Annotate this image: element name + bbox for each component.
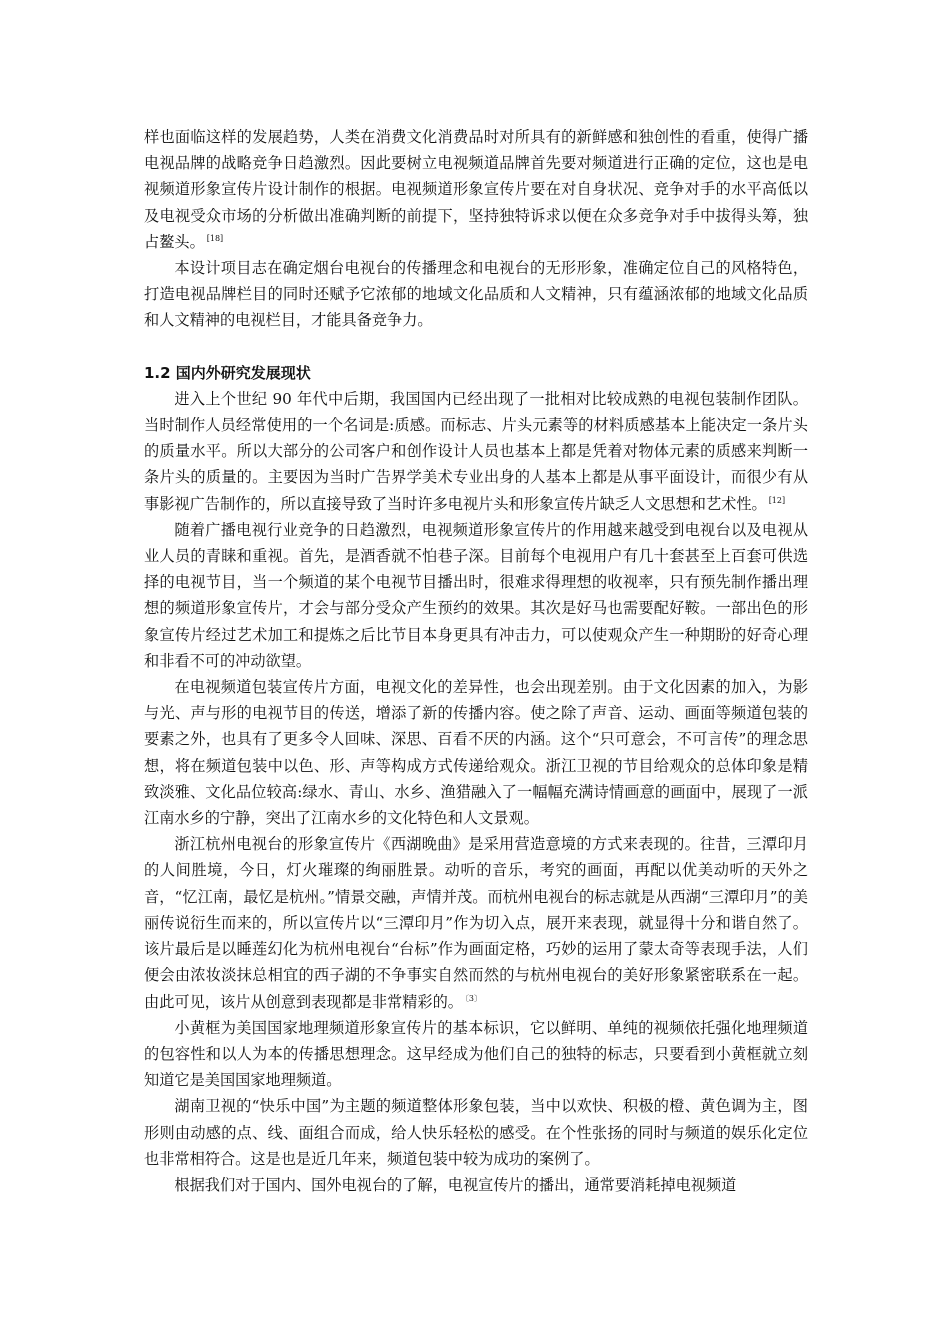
paragraph — [144, 1015, 808, 1094]
paragraph — [144, 831, 808, 1014]
paragraph — [144, 255, 808, 334]
paragraph-text: 根据我们对于国内、国外电视台的了解，电视宣传片的播出，通常要消耗掉电视频道 — [174, 1175, 737, 1194]
paragraph-text: 本设计项目志在确定烟台电视台的传播理念和电视台的无形形象，准确定位自己的风格特色，打造电视品牌栏目的同时还赋予它浓郁的地域文化品质和人文精神，只有蕴涵浓郁的地域文化品质和人文精神的电视栏目，才能具备竞争力。 — [144, 259, 808, 330]
paragraph — [144, 1093, 808, 1172]
paragraph — [144, 674, 808, 831]
section-heading: 1.2 国内外研究发展现状 — [144, 363, 311, 382]
paragraph-text: 进入上个世纪 90 年代中后期，我国国内已经出现了一批相对比较成熟的电视包装制作团队。当时制作人员经常使用的一个名词是:质感。而标志、片头元素等的材料质感基本上能决定一条片头的质量水平。所以大部分的公司客户和创作设计人员也基本上都是凭着对物体元素的质感来判断一条片头的质量的。主要因为当时广告界学美术专业出身的人基本上都是从事平面设计，而很少有从事影视广告制作的，所以直接导致了当时许多电视片头和形象宣传片缺乏人文思想和艺术性。 — [144, 389, 808, 513]
paragraph-continued — [144, 124, 808, 255]
citation-ref: [12] — [768, 495, 786, 505]
paragraph-text: 浙江杭州电视台的形象宣传片《西湖晚曲》是采用营造意境的方式来表现的。往昔，三潭印月的人间胜境，今日，灯火璀璨的绚丽胜景。动听的音乐，考究的画面，再配以优美动听的天外之音，“忆江南，最忆是杭州。”情景交融，声情并茂。而杭州电视台的标志就是从西湖“三潭印月”的美丽传说衍生而来的，所以宣传片以“三潭印月”作为切入点，展开来表现，就显得十分和谐自然了。该片最后是以睡莲幻化为杭州电视台“台标”作为画面定格，巧妙的运用了蒙太奇等表现手法，人们便会由浓妆淡抹总相宜的西子湖的不争事实自然而然的与杭州电视台的美好形象紧密联系在一起。由此可见，该片从创意到表现都是非常精彩的。 — [144, 835, 808, 1011]
paragraph-text: 在电视频道包装宣传片方面，电视文化的差异性，也会出现差别。由于文化因素的加入，为影与光、声与形的电视节目的传送，增添了新的传播内容。使之除了声音、运动、画面等频道包装的要素之外，也具有了更多令人回味、深思、百看不厌的内涵。这个“只可意会，不可言传”的理念思想，将在频道包装中以色、形、声等构成方式传递给观众。浙江卫视的节目给观众的总体印象是精致淡雅、文化品位较高:绿水、青山、水乡、渔猎融入了一幅幅充满诗情画意的画面中，展现了一派江南水乡的宁静，突出了江南水乡的文化特色和人文景观。 — [144, 678, 808, 828]
citation-ref: 〔3〕 — [464, 993, 483, 1003]
paragraph-text: 小黄框为美国国家地理频道形象宣传片的基本标识，它以鲜明、单纯的视频依托强化地理频道的包容性和以人为本的传播思想理念。这早经成为他们自己的独特的标志，只要看到小黄框就立刻知道它是美国国家地理频道。 — [144, 1018, 808, 1090]
paragraph-text: 随着广播电视行业竞争的日趋激烈，电视频道形象宣传片的作用越来越受到电视台以及电视从业人员的青睐和重视。首先，是酒香就不怕巷子深。目前每个电视用户有几十套甚至上百套可供选择的电视节目，当一个频道的某个电视节目播出时，很难求得理想的收视率，只有预先制作播出理想的频道形象宣传片，才会与部分受众产生预约的效果。其次是好马也需要配好鞍。一部出色的形象宣传片经过艺术加工和提炼之后比节目本身更具有冲击力，可以使观众产生一种期盼的好奇心理和非看不可的冲动欲望。 — [144, 520, 808, 670]
paragraph — [144, 517, 808, 674]
citation-ref: [18] — [206, 233, 224, 243]
paragraph — [144, 386, 808, 517]
paragraph-text: 样也面临这样的发展趋势，人类在消费文化消费品时对所具有的新鲜感和独创性的看重，使得广播电视品牌的战略竞争日趋激烈。因此要树立电视频道品牌首先要对频道进行正确的定位，这也是电视频道形象宣传片设计制作的根据。电视频道形象宣传片要在对自身状况、竞争对手的水平高低以及电视受众市场的分析做出准确判断的前提下，坚持独特诉求以便在众多竞争对手中拔得头筹，独占鳌头。 — [144, 128, 808, 251]
paragraph — [144, 1172, 808, 1198]
paragraph-text: 湖南卫视的“快乐中国”为主题的频道整体形象包装，当中以欢快、积极的橙、黄色调为主，图形则由动感的点、线、面组合而成，给人快乐轻松的感受。在个性张扬的同时与频道的娱乐化定位也非常相符合。这是也是近几年来，频道包装中较为成功的案例了。 — [144, 1097, 808, 1168]
document-body — [144, 124, 808, 1198]
